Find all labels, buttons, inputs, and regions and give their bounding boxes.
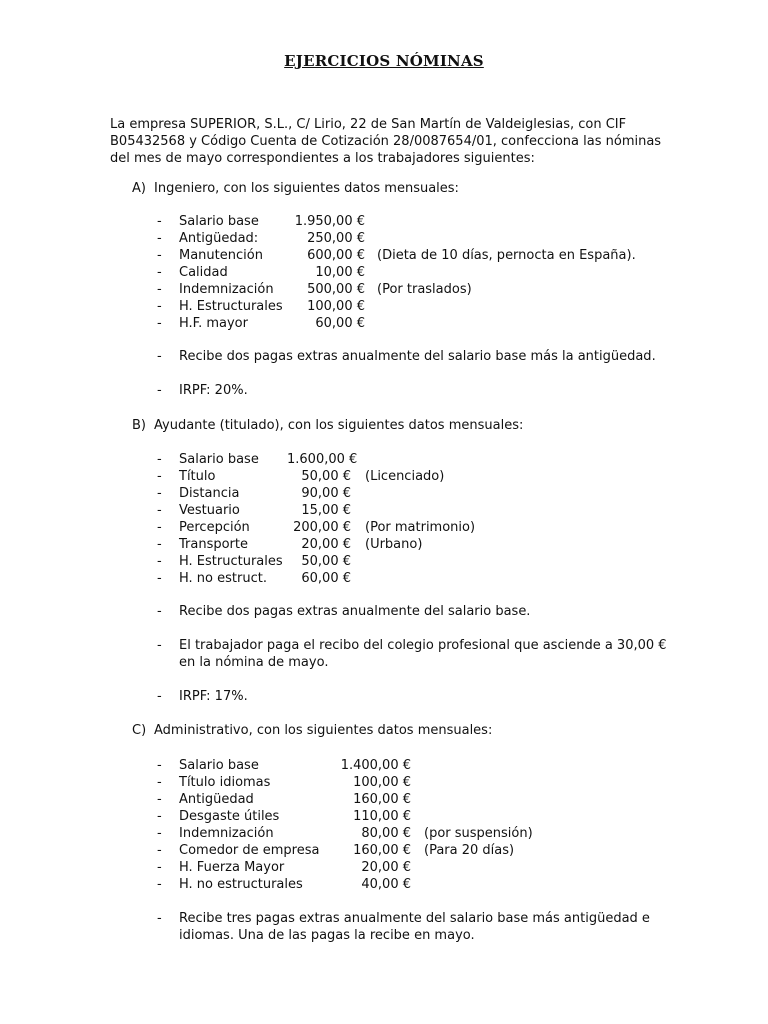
item-amount: 100,00 € [307, 299, 365, 314]
item-amount: 160,00 € [353, 792, 411, 807]
item-amount: 160,00 € [353, 843, 411, 858]
item-note: (Urbano) [365, 537, 423, 552]
item-label: H. no estruct. [179, 571, 267, 586]
item-note: (Licenciado) [365, 469, 445, 484]
section-a-heading [132, 180, 459, 197]
item-amount: 15,00 € [301, 503, 351, 518]
item-note: (Por matrimonio) [365, 520, 476, 535]
item-amount: 50,00 € [301, 554, 351, 569]
item-label: Calidad [179, 265, 228, 280]
item-label: H.F. mayor [179, 316, 248, 331]
item-label: Comedor de empresa [179, 843, 320, 858]
item-dash: - [157, 860, 162, 875]
section-c-heading [132, 722, 492, 739]
section-b-letter: B) [132, 418, 146, 433]
item-dash: - [157, 775, 162, 790]
item-dash: - [157, 520, 162, 535]
item-label: H. no estructurales [179, 877, 303, 892]
item-dash: - [157, 792, 162, 807]
section-b-heading [132, 417, 523, 434]
item-label: Manutención [179, 248, 263, 263]
item-amount: 250,00 € [307, 231, 365, 246]
item-dash: - [157, 469, 162, 484]
item-label: Salario base [179, 214, 259, 229]
item-amount: 90,00 € [301, 486, 351, 501]
item-label: H. Fuerza Mayor [179, 860, 285, 875]
item-dash: - [157, 877, 162, 892]
item-label: H. Estructurales [179, 299, 283, 314]
item-amount: 20,00 € [301, 537, 351, 552]
item-amount: 600,00 € [307, 248, 365, 263]
section-a-letter: A) [132, 181, 146, 196]
item-dash: - [157, 486, 162, 501]
intro-paragraph: La empresa SUPERIOR, S.L., C/ Lirio, 22 de San Martín de Valdeiglesias, con CIF B05432568 y Código Cuenta de Cotización 28/0087654/01, confecciona las nóminas del mes de mayo correspondientes a los trabajadores siguientes: [110, 117, 662, 166]
item-amount: 10,00 € [315, 265, 365, 280]
item-dash: - [157, 316, 162, 331]
item-label: Título [179, 469, 216, 484]
item-amount: 1.950,00 € [294, 214, 365, 229]
item-dash: - [157, 231, 162, 246]
item-label: Indemnización [179, 282, 274, 297]
item-dash: - [157, 248, 162, 263]
item-note: (Para 20 días) [424, 843, 515, 858]
item-label: Salario base [179, 452, 259, 467]
item-amount: 50,00 € [301, 469, 351, 484]
item-label: Antigüedad: [179, 231, 259, 246]
item-amount: 40,00 € [361, 877, 411, 892]
item-label: Transporte [179, 537, 248, 552]
item-dash: - [157, 826, 162, 841]
item-label: Distancia [179, 486, 240, 501]
item-label: Indemnización [179, 826, 274, 841]
item-label: Título idiomas [179, 775, 271, 790]
page-title: EJERCICIOS NÓMINAS [284, 52, 484, 70]
item-dash: - [157, 503, 162, 518]
item-dash: - [157, 758, 162, 773]
section-c-letter: C) [132, 723, 147, 738]
item-dash: - [157, 299, 162, 314]
item-amount: 200,00 € [293, 520, 351, 535]
section-b-title: Ayudante (titulado), con los siguientes datos mensuales: [154, 418, 524, 433]
item-label: Antigüedad [179, 792, 254, 807]
item-note: (Por traslados) [377, 282, 472, 297]
item-dash: - [157, 537, 162, 552]
item-amount: 60,00 € [301, 571, 351, 586]
item-dash: - [157, 809, 162, 824]
item-label: H. Estructurales [179, 554, 283, 569]
item-dash: - [157, 452, 162, 467]
item-amount: 110,00 € [353, 809, 411, 824]
item-dash: - [157, 571, 162, 586]
item-note: (Dieta de 10 días, pernocta en España). [377, 248, 636, 263]
item-amount: 80,00 € [361, 826, 411, 841]
item-dash: - [157, 265, 162, 280]
item-note: (por suspensión) [424, 826, 533, 841]
item-label: Vestuario [179, 503, 240, 518]
item-amount: 1.400,00 € [340, 758, 411, 773]
item-amount: 1.600,00 € [287, 452, 358, 467]
item-label: Desgaste útiles [179, 809, 280, 824]
section-c-title: Administrativo, con los siguientes datos mensuales: [154, 723, 493, 738]
item-dash: - [157, 554, 162, 569]
item-label: Percepción [179, 520, 250, 535]
section-a-title: Ingeniero, con los siguientes datos mensuales: [154, 181, 459, 196]
item-dash: - [157, 282, 162, 297]
item-amount: 20,00 € [361, 860, 411, 875]
item-amount: 500,00 € [307, 282, 365, 297]
item-dash: - [157, 214, 162, 229]
item-dash: - [157, 843, 162, 858]
item-amount: 100,00 € [353, 775, 411, 790]
item-label: Salario base [179, 758, 259, 773]
item-amount: 60,00 € [315, 316, 365, 331]
